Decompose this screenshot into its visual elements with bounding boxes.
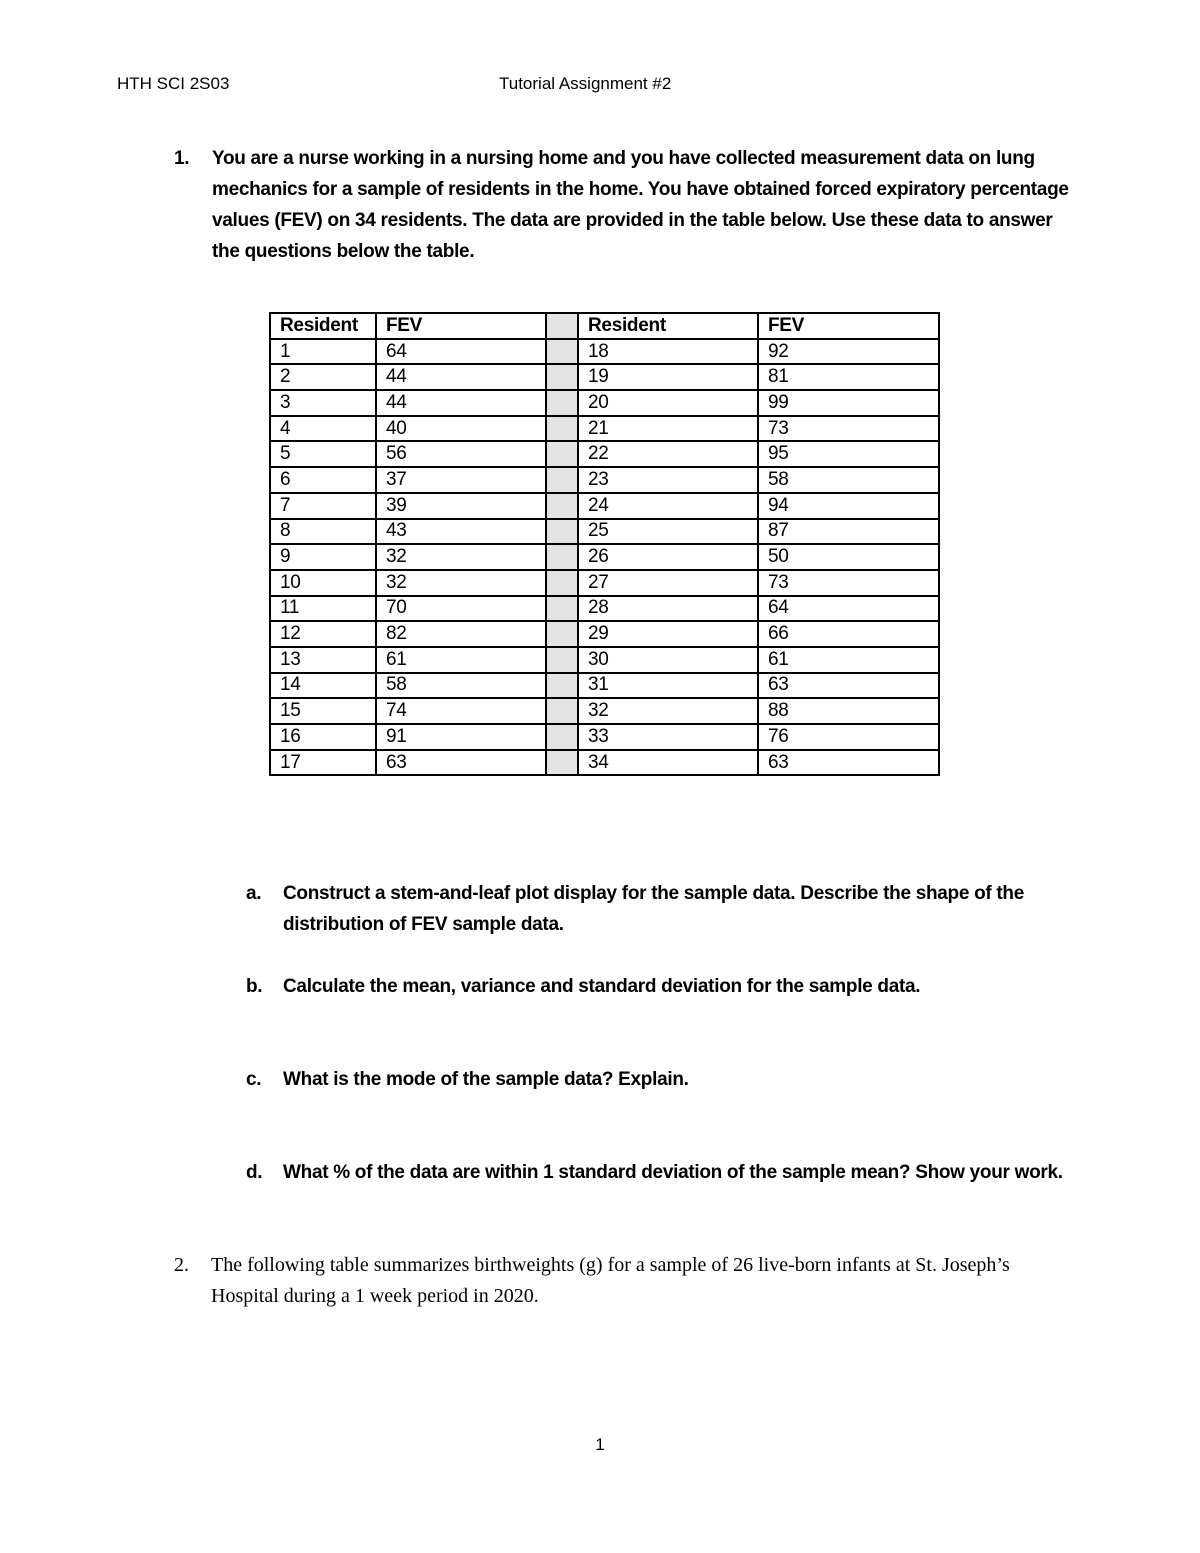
table-row <box>270 467 939 493</box>
column-header: FEV <box>376 313 546 339</box>
resident-cell: 31 <box>578 673 758 699</box>
fev-cell: 87 <box>758 519 939 545</box>
spacer-column <box>546 519 578 545</box>
table-row <box>270 570 939 596</box>
part-d <box>246 1157 1076 1188</box>
resident-cell: 21 <box>578 416 758 442</box>
question-text: You are a nurse working in a nursing home and you have collected measurement data on lung mechanics for a sample of residents in the home. You have obtained forced expiratory percentage values (FEV) on 34 residents. The data are provided in the table below. Use these data to answer the questions below the table. <box>212 148 1069 262</box>
spacer-column <box>546 647 578 673</box>
resident-cell: 13 <box>270 647 376 673</box>
table-row <box>270 596 939 622</box>
fev-cell: 95 <box>758 441 939 467</box>
fev-cell: 64 <box>758 596 939 622</box>
resident-cell: 18 <box>578 339 758 365</box>
spacer-column <box>546 390 578 416</box>
part-text: Construct a stem-and-leaf plot display for the sample data. Describe the shape of the distribution of FEV sample data. <box>283 883 1024 935</box>
fev-cell: 82 <box>376 621 546 647</box>
fev-cell: 44 <box>376 364 546 390</box>
spacer-column <box>546 313 578 339</box>
table-row <box>270 647 939 673</box>
fev-cell: 63 <box>758 750 939 776</box>
table-row <box>270 519 939 545</box>
resident-cell: 19 <box>578 364 758 390</box>
resident-cell: 28 <box>578 596 758 622</box>
fev-cell: 70 <box>376 596 546 622</box>
resident-cell: 17 <box>270 750 376 776</box>
resident-cell: 11 <box>270 596 376 622</box>
fev-cell: 88 <box>758 698 939 724</box>
column-header: FEV <box>758 313 939 339</box>
resident-cell: 7 <box>270 493 376 519</box>
page-number: 1 <box>595 1435 605 1454</box>
fev-cell: 66 <box>758 621 939 647</box>
table-row <box>270 493 939 519</box>
resident-cell: 32 <box>578 698 758 724</box>
table-row <box>270 364 939 390</box>
table-row <box>270 621 939 647</box>
spacer-column <box>546 621 578 647</box>
resident-cell: 26 <box>578 544 758 570</box>
column-header: Resident <box>578 313 758 339</box>
table-row <box>270 673 939 699</box>
fev-cell: 73 <box>758 570 939 596</box>
fev-cell: 32 <box>376 544 546 570</box>
table-row <box>270 441 939 467</box>
table-row <box>270 724 939 750</box>
fev-cell: 61 <box>376 647 546 673</box>
part-text: What is the mode of the sample data? Explain. <box>283 1069 689 1090</box>
question-number: 2. <box>174 1254 189 1276</box>
part-b <box>246 971 1076 1002</box>
question-number: 1. <box>174 148 190 169</box>
fev-cell: 50 <box>758 544 939 570</box>
part-text: Calculate the mean, variance and standard deviation for the sample data. <box>283 976 921 997</box>
fev-cell: 37 <box>376 467 546 493</box>
resident-cell: 1 <box>270 339 376 365</box>
part-a <box>246 878 1076 940</box>
part-label: d. <box>246 1162 263 1183</box>
spacer-column <box>546 493 578 519</box>
resident-cell: 15 <box>270 698 376 724</box>
spacer-column <box>546 724 578 750</box>
fev-cell: 40 <box>376 416 546 442</box>
table-row <box>270 750 939 776</box>
table-header-row <box>270 313 939 339</box>
table-row <box>270 416 939 442</box>
resident-cell: 12 <box>270 621 376 647</box>
part-c <box>246 1064 1076 1095</box>
fev-cell: 63 <box>758 673 939 699</box>
spacer-column <box>546 339 578 365</box>
fev-cell: 64 <box>376 339 546 365</box>
resident-cell: 20 <box>578 390 758 416</box>
fev-cell: 43 <box>376 519 546 545</box>
spacer-column <box>546 544 578 570</box>
fev-cell: 92 <box>758 339 939 365</box>
part-text: What % of the data are within 1 standard deviation of the sample mean? Show your work. <box>283 1162 1063 1183</box>
resident-cell: 24 <box>578 493 758 519</box>
resident-cell: 23 <box>578 467 758 493</box>
column-header: Resident <box>270 313 376 339</box>
fev-cell: 99 <box>758 390 939 416</box>
fev-cell: 44 <box>376 390 546 416</box>
resident-cell: 33 <box>578 724 758 750</box>
resident-cell: 3 <box>270 390 376 416</box>
spacer-column <box>546 673 578 699</box>
resident-cell: 4 <box>270 416 376 442</box>
fev-cell: 32 <box>376 570 546 596</box>
part-label: b. <box>246 976 263 997</box>
spacer-column <box>546 698 578 724</box>
part-label: c. <box>246 1069 262 1090</box>
fev-cell: 63 <box>376 750 546 776</box>
resident-cell: 10 <box>270 570 376 596</box>
spacer-column <box>546 467 578 493</box>
fev-cell: 58 <box>376 673 546 699</box>
spacer-column <box>546 750 578 776</box>
table-row <box>270 339 939 365</box>
resident-cell: 22 <box>578 441 758 467</box>
spacer-column <box>546 416 578 442</box>
fev-cell: 94 <box>758 493 939 519</box>
fev-cell: 56 <box>376 441 546 467</box>
part-label: a. <box>246 883 262 904</box>
resident-cell: 2 <box>270 364 376 390</box>
table-row <box>270 544 939 570</box>
fev-cell: 74 <box>376 698 546 724</box>
resident-cell: 8 <box>270 519 376 545</box>
resident-cell: 34 <box>578 750 758 776</box>
resident-cell: 30 <box>578 647 758 673</box>
table-row <box>270 390 939 416</box>
resident-cell: 6 <box>270 467 376 493</box>
spacer-column <box>546 364 578 390</box>
fev-cell: 91 <box>376 724 546 750</box>
header-title: Tutorial Assignment #2 <box>499 74 672 93</box>
resident-cell: 16 <box>270 724 376 750</box>
resident-cell: 25 <box>578 519 758 545</box>
fev-cell: 81 <box>758 364 939 390</box>
resident-cell: 14 <box>270 673 376 699</box>
spacer-column <box>546 596 578 622</box>
question-2 <box>174 1250 1074 1312</box>
fev-cell: 76 <box>758 724 939 750</box>
fev-cell: 61 <box>758 647 939 673</box>
resident-cell: 29 <box>578 621 758 647</box>
fev-cell: 58 <box>758 467 939 493</box>
fev-cell: 39 <box>376 493 546 519</box>
fev-table <box>269 312 940 776</box>
resident-cell: 9 <box>270 544 376 570</box>
resident-cell: 27 <box>578 570 758 596</box>
table-row <box>270 698 939 724</box>
fev-cell: 73 <box>758 416 939 442</box>
resident-cell: 5 <box>270 441 376 467</box>
question-text: The following table summarizes birthweights (g) for a sample of 26 live-born infants at St. Joseph’s Hospital during a 1 week period in 2020. <box>211 1254 1010 1307</box>
spacer-column <box>546 570 578 596</box>
spacer-column <box>546 441 578 467</box>
question-1 <box>174 143 1074 267</box>
header-course: HTH SCI 2S03 <box>117 74 230 93</box>
